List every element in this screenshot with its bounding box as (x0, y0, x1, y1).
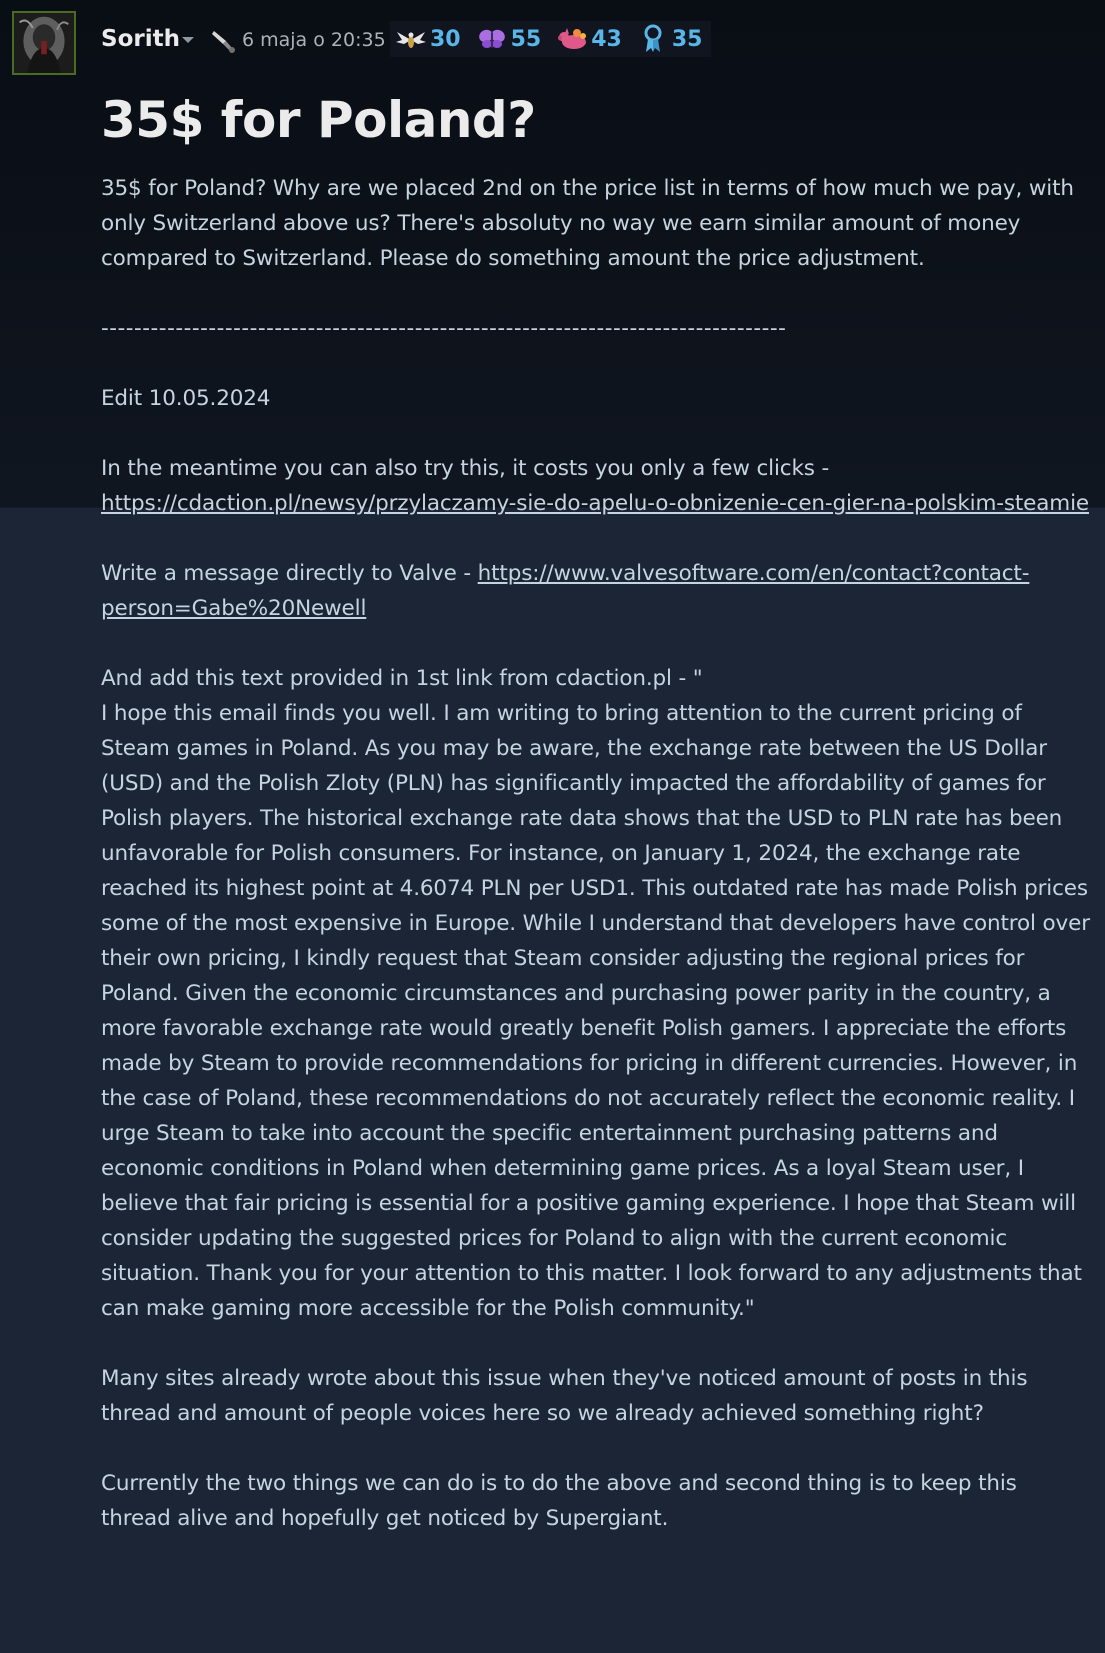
butterfly-award-icon (475, 24, 509, 54)
award-butterfly[interactable] (475, 24, 542, 54)
spacer (101, 346, 1091, 381)
award-ribbon[interactable] (636, 24, 703, 54)
body-paragraph: Many sites already wrote about this issue when they've noticed amount of posts in this thread and amount of people voices here so we already achieved something right? (101, 1366, 1028, 1426)
post-header (0, 0, 1105, 80)
award-count: 43 (591, 26, 622, 52)
body-paragraph (101, 451, 1091, 521)
edit-line: Edit 10.05.2024 (101, 386, 271, 411)
post-body (101, 171, 1091, 1536)
award-winged[interactable] (394, 24, 461, 54)
dark-character-avatar-icon (14, 13, 74, 73)
spacer (101, 276, 1091, 311)
winged-award-icon (394, 24, 428, 54)
post-meta (208, 22, 386, 58)
award-count: 35 (671, 26, 703, 52)
post-timestamp: 6 maja o 20:35 (242, 29, 386, 51)
meantime-text: In the meantime you can also try this, it costs you only a few clicks - (101, 456, 830, 481)
award-count: 55 (510, 26, 542, 52)
award-count: 30 (430, 26, 461, 52)
author-name[interactable]: Sorith (101, 26, 180, 52)
body-paragraph: 35$ for Poland? Why are we placed 2nd on the price list in terms of how much we pay, with only Switzerland above us? There's absoluty no way we earn similar amount of money compared to Switzerland. Please do something amount the price adjustment. (101, 176, 1074, 271)
award-pig[interactable] (555, 24, 622, 54)
spacer (101, 416, 1091, 451)
valve-contact-link[interactable]: https://www.valvesoftware.com/en/contact?contact-person=Gabe%20Newell (101, 561, 1030, 621)
avatar[interactable] (12, 11, 76, 75)
spacer (101, 1431, 1091, 1466)
chevron-down-icon[interactable] (178, 30, 198, 50)
pig-award-icon (555, 24, 589, 54)
body-paragraph (101, 556, 1091, 626)
spacer (101, 1326, 1091, 1361)
body-paragraph: Currently the two things we can do is to do the above and second thing is to keep this thread alive and hopefully get noticed by Supergiant. (101, 1471, 1017, 1531)
post-title: 35$ for Poland? (101, 91, 536, 149)
ribbon-award-icon (636, 24, 670, 54)
awards-bar (390, 21, 711, 57)
quill-pen-icon (208, 25, 238, 55)
spacer (101, 521, 1091, 556)
valve-text: Write a message directly to Valve - (101, 561, 478, 586)
letter-text: I hope this email finds you well. I am writing to bring attention to the current pricing of Steam games in Poland. As you may be aware, the exchange rate between the US Dollar (USD) and the Polish Zloty (PLN) has significantly impacted the affordability of games for Polish players. The historical exchange rate data shows that the USD to PLN rate has been unfavorable for Polish consumers. For instance, on January 1, 2024, the exchange rate reached its highest point at 4.6074 PLN per USD1. This outdated rate has made Polish prices some of the most expensive in Europe. While I understand that developers have control over their own pricing, I kindly request that Steam consider adjusting the regional prices for Poland. Given the economic circumstances and purchasing power parity in the country, a more favorable exchange rate would greatly benefit Polish gamers. I appreciate the efforts made by Steam to provide recommendations for pricing in different currencies. However, in the case of Poland, these recommendations do not accurately reflect the economic reality. I urge Steam to take into account the specific entertainment purchasing patterns and economic conditions in Poland when determining game prices. As a loyal Steam user, I believe that fair pricing is essential for a positive gaming experience. I hope that Steam will consider updating the suggested prices for Poland to align with the current economic situation. Thank you for your attention to this matter. I look forward to any adjustments that can make gaming more accessible for the Polish community." (101, 701, 1090, 1321)
text-divider: ----------------------------------------------------------------------------------- (101, 316, 787, 341)
spacer (101, 626, 1091, 661)
body-paragraph: And add this text provided in 1st link from cdaction.pl - " (101, 666, 703, 691)
cdaction-link[interactable]: https://cdaction.pl/newsy/przylaczamy-sie-do-apelu-o-obnizenie-cen-gier-na-polskim-steamie (101, 491, 1089, 516)
